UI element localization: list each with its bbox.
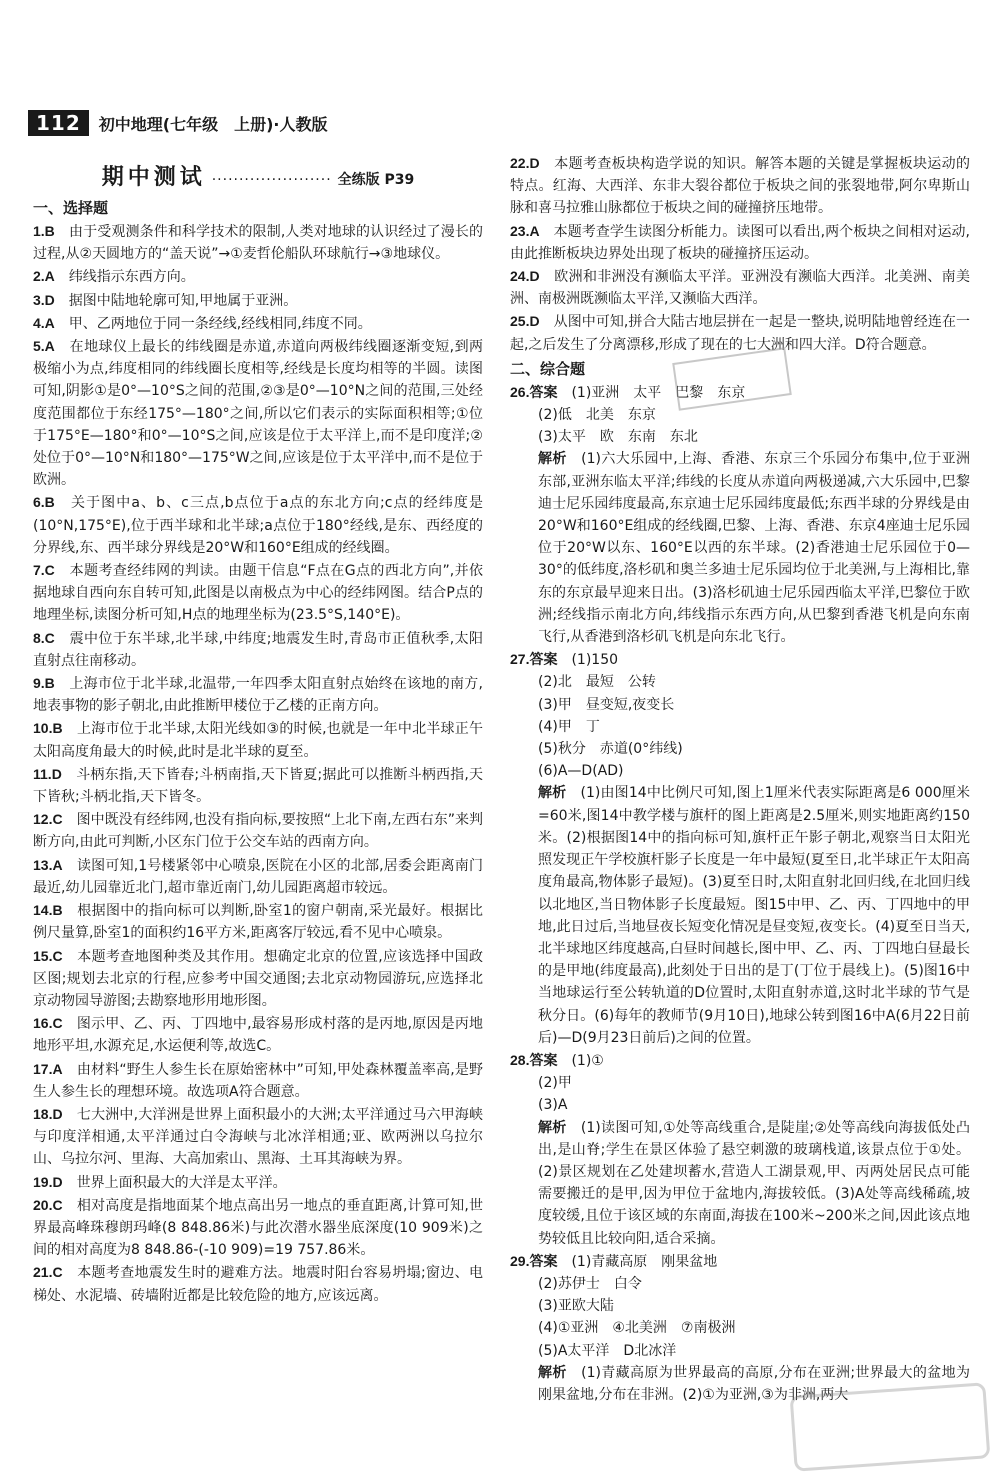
question-block-q27	[510, 648, 970, 1049]
answer-item	[510, 265, 970, 310]
answer-text: 在地球仪上最长的纬线圈是赤道,赤道向两极纬线圈逐渐变短,到两极缩小为点,纬度相同的纬线圈长度相等,经线是长度均相等的半圆。读图可知,阴影①是0°—10°S之间的范围,②③是0°—10°N之间的范围,三处经度范围都位于东经175°—180°之间,所以它们表示的实际面积相等;①位于175°E—180°和0°—10°S之间,应该是位于太平洋上,而不是印度洋;②处位于0°—10°N和180°—175°W之间,应该是位于太平洋中,而不是位于欧洲。	[33, 339, 483, 489]
analysis-text: (1)六大乐园中,上海、香港、东京三个乐园分布集中,位于亚洲东部,亚洲东临太平洋;纬线的长度从赤道向两极递减,六大乐园中,巴黎迪士尼乐园纬度最高,东京迪士尼乐园纬度最低;东西半球的分界线是由20°W和160°E组成的经线圈,巴黎、上海、香港、东京4座迪士尼乐园位于20°W以东、160°E以西的东半球。(2)香港迪士尼乐园位于0—30°的低纬度,洛杉矶和奥兰多迪士尼乐园均位于北美洲,与上海相比,靠东的东京最早迎来日出。(3)洛杉矶迪士尼乐园西临太平洋,巴黎位于欧洲;经线指示南北方向,纬线指示东西方向,从巴黎到香港飞机是向东南飞行,从香港到洛杉矶飞机是向东北飞行。	[538, 451, 971, 646]
answer-number: 2.A	[33, 268, 55, 285]
part2-title: 二、综合题	[510, 359, 586, 378]
analysis-label: 解析	[538, 1364, 567, 1381]
answer-item	[33, 945, 483, 1013]
answer-item	[510, 220, 970, 265]
page-header	[28, 108, 327, 138]
analysis-label: 解析	[538, 451, 567, 468]
analysis-paragraph	[510, 1117, 970, 1250]
answer-number: 15.C	[33, 947, 63, 964]
answer-line: (3)亚欧大陆	[538, 1298, 614, 1315]
answer-number: 25.D	[510, 313, 540, 330]
analysis-text: (1)读图可知,①处等高线重合,是陡崖;②处等高线向海拔低处凸出,是山脊;学生在景区体验了悬空刺激的玻璃栈道,该景点位于①处。(2)景区规划在乙处建坝蓄水,营造人工湖景观,甲、丙两处居民点可能需要搬迁的是甲,因为甲位于盆地内,海拔较低。(3)A处等高线稀疏,坡度较缓,且位于该区域的东南面,海拔在100米~200米之间,因此该点地势较低且比较向阳,适合采摘。	[538, 1119, 970, 1247]
question-number: 28.答案	[510, 1051, 558, 1068]
answer-text: 本题考查学生读图分析能力。读图可以看出,两个板块之间相对运动,由此推断板块边界处出现了板块的碰撞挤压运动。	[510, 223, 970, 262]
answer-text: 图示甲、乙、丙、丁四地中,最容易形成村落的是丙地,原因是丙地地形平坦,水源充足,水运便利等,故选C。	[33, 1016, 483, 1055]
question-block-q28	[510, 1049, 970, 1250]
answer-text: 纬线指示东西方向。	[54, 269, 195, 286]
left-answer-list	[33, 220, 483, 1307]
answer-text: 斗柄东指,天下皆春;斗柄南指,天下皆夏;据此可以推断斗柄西指,天下皆秋;斗柄北指,天下皆冬。	[33, 766, 483, 806]
answer-text: 据图中陆地轮廓可知,甲地属于亚洲。	[54, 292, 298, 309]
answer-item	[33, 312, 483, 335]
answer-number: 5.A	[33, 338, 55, 355]
answer-line	[510, 1250, 970, 1273]
answer-text: 七大洲中,大洋洲是世界上面积最小的大洲;太平洋通过马六甲海峡与印度洋相通,太平洋通过白令海峡与北冰洋相通;亚、欧两洲以乌拉尔山、乌拉尔河、里海、大高加索山、黑海、土耳其海峡为界。	[33, 1106, 483, 1168]
comprehensive-answers	[510, 381, 970, 1406]
answer-item	[33, 1261, 483, 1306]
answer-text: 图中既没有经纬网,也没有指向标,要按照“上北下南,左西右东”来判断方向,由此可判断,小区东门位于公交车站的西南方向。	[33, 812, 483, 851]
answer-text: 由材料“野生人参生长在原始密林中”可知,甲处森林覆盖率高,是野生人参生长的理想环境。故选项A符合题意。	[33, 1061, 483, 1100]
answer-number: 17.A	[33, 1060, 63, 1077]
left-column	[33, 160, 483, 1307]
answer-text: 上海市位于北半球,北温带,一年四季太阳直射点始终在该地的南方,地表事物的影子朝北,由此推断甲楼位于乙楼的正南方向。	[33, 676, 483, 715]
answer-line: (3)甲 昼变短,夜变长	[538, 696, 675, 713]
answer-number: 24.D	[510, 268, 540, 285]
answer-line: (2)甲	[538, 1075, 572, 1092]
answer-number: 22.D	[510, 155, 540, 171]
answer-item	[33, 717, 483, 762]
analysis-label: 解析	[538, 1119, 567, 1136]
answer-item	[33, 220, 483, 265]
answer-item	[510, 152, 970, 220]
answer-number: 16.C	[33, 1015, 63, 1032]
answer-number: 4.A	[33, 314, 55, 331]
answer-text: 本题考查地图种类及其作用。想确定北京的位置,应该选择中国政区图;规划去北京的行程,应参考中国交通图;去北京动物园游玩,应选择北京动物园导游图;去勘察地形用地形图。	[33, 948, 483, 1009]
answer-item	[33, 1058, 483, 1103]
answer-number: 21.C	[33, 1264, 63, 1281]
answer-number: 12.C	[33, 811, 63, 828]
answer-item	[33, 899, 483, 944]
answer-line: (2)低 北美 东京	[538, 407, 656, 424]
answer-text: 关于图中a、b、c三点,b点位于a点的东北方向;c点的经纬度是(10°N,175°E),位于西半球和北半球;a点位于180°经线,是东、西经度的分界线,东、西半球分界线是20°W和160°E组成的经线圈。	[33, 495, 483, 556]
answer-number: 18.D	[33, 1105, 63, 1122]
answer-text: 世界上面积最大的大洋是太平洋。	[62, 1174, 287, 1191]
question-number: 29.答案	[510, 1252, 558, 1269]
answer-text: 根据图中的指向标可以判断,卧室1的窗户朝南,采光最好。根据比例尺量算,卧室1的面积约16平方米,距离客厅较远,看不见中心喷泉。	[33, 903, 483, 942]
answer-text: 从图中可知,拼合大陆古地层拼在一起是一整块,说明陆地曾经连在一起,之后发生了分离漂移,形成了现在的七大洲和四大洋。D符合题意。	[510, 314, 970, 353]
analysis-text: (1)由图14中比例尺可知,图上1厘米代表实际距离是6 000厘米=60米,图14中教学楼与旗杆的图上距离是2.5厘米,则实地距离约150米。(2)根据图14中的指向标可知,旗杆正午影子朝北,观察当日太阳光照发现正午学校旗杆影子长度是一年中最短(夏至日,北半球正午太阳高度角最高,物体影子最短)。(3)夏至日时,太阳直射北回归线,在北回归线以北地区,当日物体影子长度最短。图15中甲、乙、丙、丁四地中的甲地,此日过后,当地昼夜长短变化情况是昼变短,夜变长。(4)夏至日当天,北半球地区纬度越高,白昼时间越长,图中甲、乙、丙、丁四地白昼最长的是甲地(纬度最高),此刻处于日出的是丁(丁位于晨线上)。(5)图16中当地球运行至公转轨道的D位置时,太阳直射赤道,这时北半球的节气是秋分日。(6)每年的教师节(9月10日),地球公转到图16中A(6月22日前后)—D(9月23日前后)之间的位置。	[538, 785, 970, 1046]
answer-line: (2)北 最短 公转	[538, 674, 656, 691]
answer-item	[510, 310, 970, 355]
answer-text: (1)青藏高原 刚果盆地	[557, 1253, 718, 1270]
analysis-text: (1)青藏高原为世界最高的高原,分布在亚洲;世界最大的盆地为刚果盆地,分布在非洲。(2)①为亚洲,③为非洲,两大	[538, 1364, 970, 1403]
answer-line	[510, 648, 970, 671]
answer-number: 9.B	[33, 675, 55, 692]
answer-text: 甲、乙两地位于同一条经线,经线相同,纬度不同。	[54, 315, 372, 332]
answer-number: 10.B	[33, 720, 63, 737]
answer-number: 8.C	[33, 629, 55, 646]
section-ref: 全练版 P39	[337, 172, 415, 188]
book-title: 初中地理(七年级 上册)·人教版	[98, 114, 328, 134]
answer-item	[33, 1194, 483, 1262]
answer-item	[33, 1103, 483, 1171]
answer-line: (5)秋分 赤道(0°纬线)	[538, 741, 683, 758]
watermark-logo	[790, 1382, 991, 1471]
answer-text: 由于受观测条件和科学技术的限制,人类对地球的认识经过了漫长的过程,从②天圆地方的“盖天说”→①麦哲伦船队环球航行→③地球仪。	[33, 224, 483, 263]
answer-line	[510, 1049, 970, 1072]
answer-line: (4)甲 丁	[538, 718, 600, 735]
answer-item	[33, 265, 483, 288]
answer-text: 欧洲和非洲没有濒临太平洋。亚洲没有濒临大西洋。北美洲、南美洲、南极洲既濒临太平洋,又濒临大西洋。	[510, 269, 970, 308]
section-title: 期中测试	[101, 165, 206, 190]
analysis-paragraph	[510, 782, 970, 1048]
answer-number: 11.D	[33, 765, 62, 782]
answer-text: 本题考查板块构造学说的知识。解答本题的关键是掌握板块运动的特点。红海、大西洋、东非大裂谷都位于板块之间的张裂地带,阿尔卑斯山脉和喜马拉雅山脉都位于板块之间的碰撞挤压地带。	[510, 156, 970, 217]
part1-title: 一、选择题	[33, 199, 109, 217]
question-block-q26	[510, 381, 970, 648]
answer-item	[33, 672, 483, 717]
answer-text: 上海市位于北半球,太阳光线如③的时候,也就是一年中北半球正午太阳高度角最大的时候,此时是北半球的夏至。	[33, 721, 483, 760]
analysis-paragraph	[510, 448, 970, 648]
answer-item	[33, 559, 483, 627]
right-column	[510, 152, 970, 1406]
answer-item	[33, 289, 483, 312]
answer-text: (1)150	[557, 652, 619, 669]
answer-line: (6)A—D(AD)	[538, 763, 624, 780]
answer-number: 19.D	[33, 1173, 63, 1190]
answer-line: (2)苏伊士 白令	[538, 1275, 642, 1292]
right-answer-list	[510, 152, 970, 356]
answer-number: 6.B	[33, 494, 55, 511]
answer-number: 23.A	[510, 222, 540, 239]
answer-item	[33, 1171, 483, 1194]
answer-text: (1)①	[557, 1052, 604, 1069]
answer-text: (1)亚洲 太平 巴黎 东京	[557, 384, 746, 401]
answer-line: (3)太平 欧 东南 东北	[538, 429, 698, 446]
answer-item	[33, 1012, 483, 1057]
answer-item	[33, 763, 483, 808]
answer-text: 震中位于东半球,北半球,中纬度;地震发生时,青岛市正值秋季,太阳直射点往南移动。	[33, 630, 483, 669]
answer-line: (3)A	[538, 1097, 568, 1114]
answer-item	[33, 491, 483, 559]
section-title-row	[33, 160, 483, 191]
answer-item	[33, 627, 483, 672]
answer-text: 相对高度是指地面某个地点高出另一地点的垂直距离,计算可知,世界最高峰珠穆朗玛峰(8 848.86米)与此次潜水器坐底深度(10 909米)之间的相对高度为8 848.86-(-10 909)=19 757.86米。	[33, 1197, 483, 1259]
answer-line: (4)①亚洲 ④北美洲 ⑦南极洲	[538, 1320, 736, 1337]
page-number: 112	[28, 110, 89, 136]
answer-number: 1.B	[33, 223, 55, 239]
answer-item	[33, 854, 483, 899]
question-block-q29	[510, 1250, 970, 1406]
answer-item	[33, 335, 483, 491]
answer-text: 本题考查经纬网的判读。由题干信息“F点在G点的西北方向”,并依据地球自西向东自转可知,此图是以南极点为中心的经纬网图。结合P点的地理坐标,读图分析可知,H点的地理坐标为(23.5°S,140°E)。	[33, 563, 483, 624]
answer-number: 14.B	[33, 902, 63, 919]
leader-dots: ······················	[211, 172, 332, 188]
answer-number: 7.C	[33, 562, 55, 579]
answer-text: 读图可知,1号楼紧邻中心喷泉,医院在小区的北部,居委会距离南门最近,幼儿园靠近北门,超市靠近南门,幼儿园距离超市较远。	[33, 857, 483, 896]
question-number: 27.答案	[510, 651, 558, 668]
question-number: 26.答案	[510, 383, 558, 400]
answer-text: 本题考查地震发生时的避难方法。地震时阳台容易坍塌;窗边、电梯处、水泥墙、砖墙附近都是比较危险的地方,应该远离。	[33, 1265, 483, 1304]
answer-number: 13.A	[33, 856, 63, 873]
answer-number: 20.C	[33, 1196, 63, 1213]
analysis-label: 解析	[538, 785, 567, 802]
answer-line: (5)A太平洋 D北冰洋	[538, 1342, 677, 1359]
answer-item	[33, 808, 483, 853]
answer-number: 3.D	[33, 291, 55, 308]
